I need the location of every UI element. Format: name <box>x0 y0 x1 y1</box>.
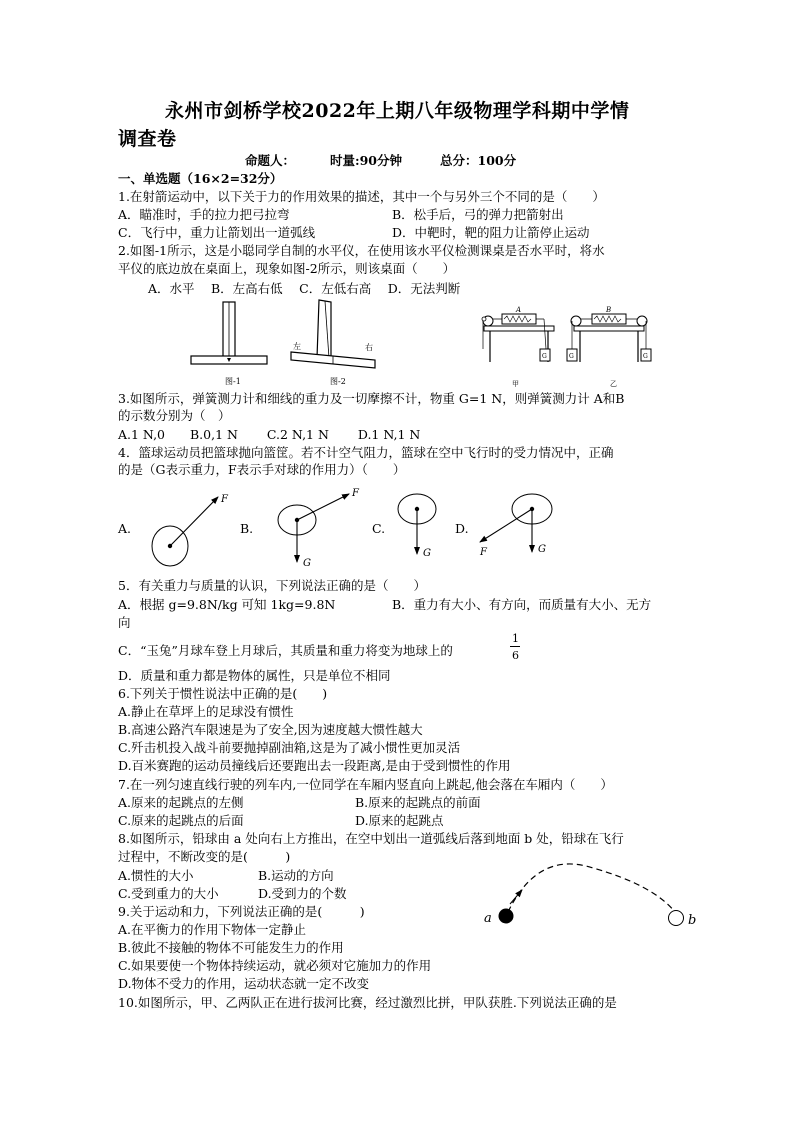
launch-arrow <box>510 890 522 904</box>
section-heading: 一、单选题（16×2=32分） <box>118 171 283 186</box>
q7-option-d: D.原来的起跳点 <box>355 813 444 828</box>
q5-option-b-line1: B．重力有大小、有方向，而质量有大小、无方 <box>392 597 652 612</box>
q7-option-c: C.原来的起跳点的后面 <box>118 813 244 828</box>
q1-option-d: D．中靶时，靶的阻力让箭停止运动 <box>392 225 590 240</box>
q5-fraction-bar <box>510 646 520 647</box>
exam-title-line2: 调查卷 <box>118 128 177 150</box>
q1-option-c: C．飞行中，重力让箭划出一道弧线 <box>118 225 316 240</box>
q2-level-figures <box>185 298 385 390</box>
q5-fraction-numerator: 1 <box>512 632 519 645</box>
weight-g-yi-left: G <box>569 353 574 360</box>
diagram-d-g-label: G <box>538 544 546 555</box>
diagram-d-f-label: F <box>480 547 487 558</box>
q5-option-a: A．根据 g=9.8N/kg 可知 1kg=9.8N <box>118 597 336 612</box>
q3-stem-line2: 的示数分别为（ ） <box>118 408 231 423</box>
setter-label: 命题人： <box>245 153 296 168</box>
q6-option-c: C.歼击机投入战斗前要抛掉副油箱,这是为了减小惯性更加灵活 <box>118 740 461 755</box>
q10-stem: 10.如图所示，甲、乙两队正在进行拔河比赛，经过激烈比拼，甲队获胜.下列说法正确的是 <box>118 995 617 1010</box>
q4-option-a: A. <box>118 521 132 536</box>
fig2-left-label: 左 <box>293 342 301 351</box>
q9-option-c: C.如果要使一个物体持续运动，就必须对它施加力的作用 <box>118 958 432 973</box>
q4-option-d: D. <box>455 521 469 536</box>
q2-options: A．水平 B．左高右低 C．左低右高 D．无法判断 <box>148 281 461 296</box>
q5-fraction-denominator: 6 <box>512 649 519 662</box>
q6-option-b: B.高速公路汽车限速是为了安全,因为速度越大惯性越大 <box>118 722 423 737</box>
q5-option-c: C．“玉兔”月球车登上月球后，其质量和重力将变为地球上的 <box>118 643 453 658</box>
caption-jia: 甲 <box>512 380 519 388</box>
q3-options: A.1 N,0 B.0,1 N C.2 N,1 N D.1 N,1 N <box>118 427 421 442</box>
q9-stem: 9.关于运动和力，下列说法正确的是( ) <box>118 904 365 919</box>
q9-option-a: A.在平衡力的作用下物体一定静止 <box>118 922 307 937</box>
q9-option-b: B.彼此不接触的物体不可能发生力的作用 <box>118 940 344 955</box>
weight-g-yi-right: G <box>643 353 648 360</box>
shot-put-end <box>669 911 684 926</box>
q3-stem-line1: 3.如图所示，弹簧测力计和细线的重力及一切摩擦不计，物重 G=1 N，则弹簧测力计 A和B <box>118 391 625 406</box>
q7-option-a: A.原来的起跳点的左侧 <box>118 795 244 810</box>
scale-a-label: A <box>516 306 522 314</box>
shot-put-start <box>499 909 514 924</box>
point-a-label: a <box>484 911 492 926</box>
q5-stem: 5．有关重力与质量的认识，下列说法正确的是（ ） <box>118 578 426 593</box>
q8-option-d: D.受到力的个数 <box>258 886 347 901</box>
scale-b-label: B <box>606 306 612 314</box>
trajectory-path <box>508 864 675 912</box>
q8-option-c: C.受到重力的大小 <box>118 886 219 901</box>
setup-yi <box>567 314 651 362</box>
q4-stem-line1: 4．篮球运动员把篮球抛向篮筐。若不计空气阻力，篮球在空中飞行时的受力情况中，正确 <box>118 445 614 460</box>
q4-option-c: C. <box>372 521 386 536</box>
q1-option-b: B．松手后，弓的弹力把箭射出 <box>392 207 564 222</box>
diagram-a <box>152 497 218 566</box>
q6-stem: 6.下列关于惯性说法中正确的是( ) <box>118 686 328 701</box>
q4-force-diagrams <box>140 480 580 570</box>
q1-option-a: A．瞄准时，手的拉力把弓拉弯 <box>118 207 290 222</box>
q8-option-a: A.惯性的大小 <box>118 868 194 883</box>
diagram-c <box>398 494 436 554</box>
q5-option-b-line2: 向 <box>118 615 131 630</box>
q8-stem-line2: 过程中，不断改变的是( ) <box>118 849 291 864</box>
fig2-caption: 图-2 <box>330 377 346 386</box>
q8-stem-line1: 8.如图所示，铅球由 a 处向右上方推出，在空中划出一道弧线后落到地面 b 处，铅球在飞行 <box>118 831 624 846</box>
exam-title-line1: 永州市剑桥学校2022年上期八年级物理学科期中学情 <box>165 100 630 122</box>
q5-option-d: D．质量和重力都是物体的属性，只是单位不相同 <box>118 668 391 683</box>
time-label: 时量:90分钟 <box>330 153 403 168</box>
diagram-c-g-label: G <box>423 548 431 559</box>
q8-option-b: B.运动的方向 <box>258 868 334 883</box>
diagram-b <box>278 494 349 562</box>
caption-yi: 乙 <box>610 380 617 388</box>
q8-trajectory-figure <box>478 860 708 935</box>
point-b-label: b <box>688 913 697 928</box>
q3-spring-scale-figures <box>480 302 660 392</box>
fig2-right-label: 右 <box>365 343 373 352</box>
total-label: 总分：100分 <box>440 153 517 168</box>
diagram-b-g-label: G <box>303 558 311 569</box>
q4-option-b: B. <box>240 521 254 536</box>
q9-option-d: D.物体不受力的作用，运动状态就一定不改变 <box>118 976 370 991</box>
q1-stem: 1.在射箭运动中，以下关于力的作用效果的描述，其中一个与另外三个不同的是（ ） <box>118 189 605 204</box>
q7-option-b: B.原来的起跳点的前面 <box>355 795 481 810</box>
q2-stem-line1: 2.如图-1所示，这是小聪同学自制的水平仪，在使用该水平仪检测课桌是否水平时，将水 <box>118 243 605 258</box>
q2-stem-line2: 平仪的底边放在桌面上，现象如图-2所示，则该桌面（ ） <box>118 261 456 276</box>
q6-option-a: A.静止在草坪上的足球没有惯性 <box>118 704 294 719</box>
fig1-caption: 图-1 <box>225 377 241 386</box>
diagram-b-f-label: F <box>352 488 359 499</box>
level-figure-2 <box>291 300 375 368</box>
q4-stem-line2: 的是（G表示重力，F表示手对球的作用力）（ ） <box>118 462 406 477</box>
q7-stem: 7.在一列匀速直线行驶的列车内,一位同学在车厢内竖直向上跳起,他会落在车厢内（ ） <box>118 777 613 792</box>
weight-g-jia: G <box>542 353 547 360</box>
diagram-a-f-label: F <box>221 494 228 505</box>
level-figure-1 <box>191 302 267 364</box>
q6-option-d: D.百米赛跑的运动员撞线后还要跑出去一段距离,是由于受到惯性的作用 <box>118 758 511 773</box>
